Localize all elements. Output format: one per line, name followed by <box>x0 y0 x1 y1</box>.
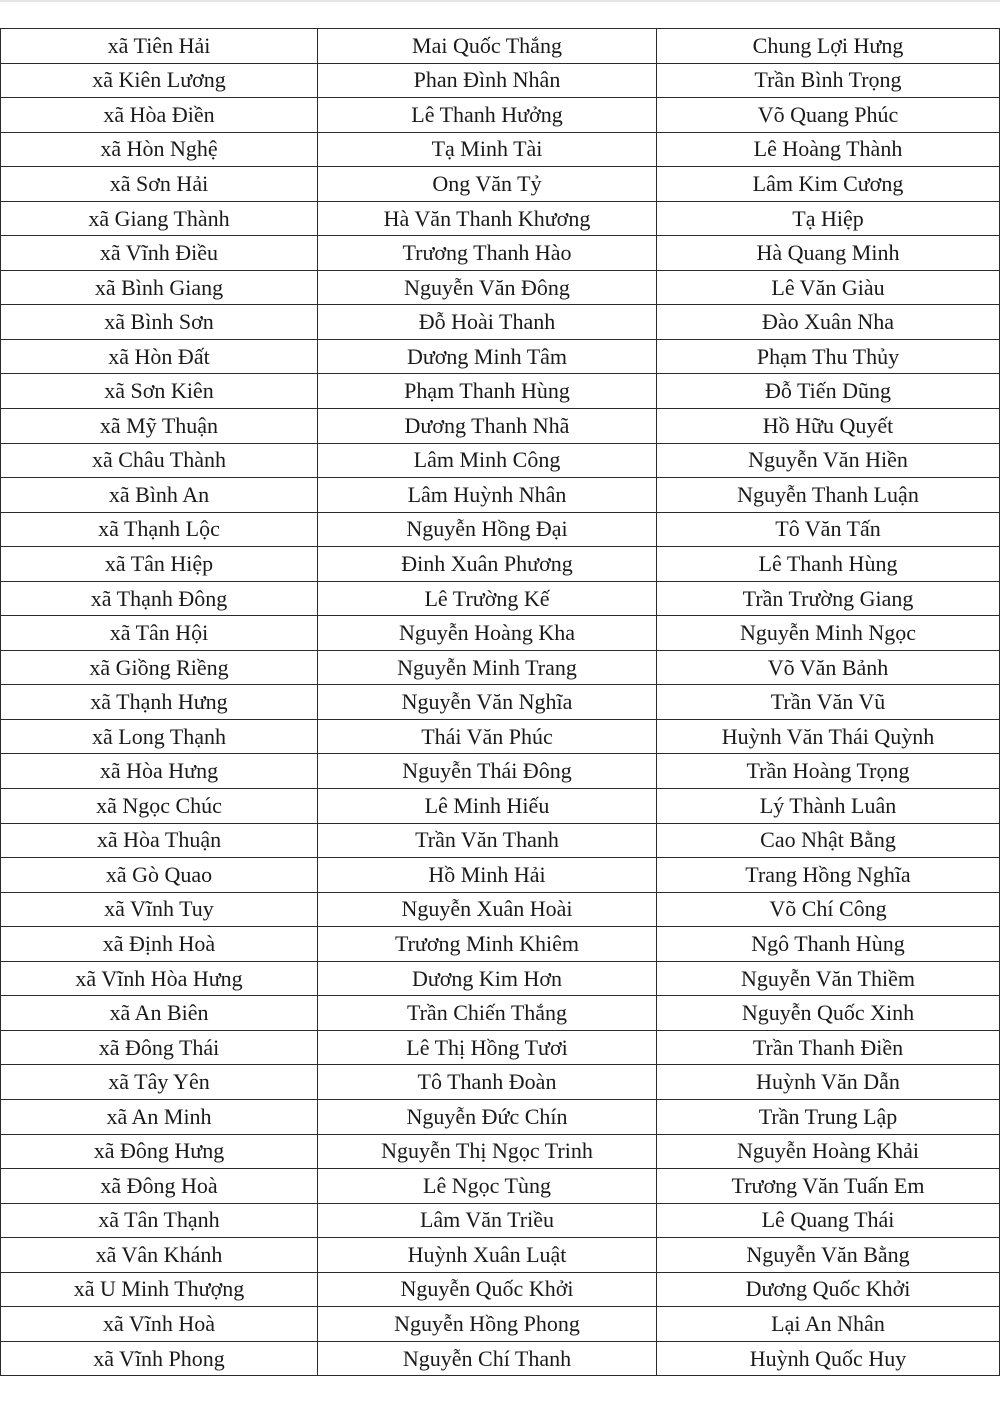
table-row <box>1 685 1000 720</box>
table-row <box>1 98 1000 133</box>
commune-name-cell: xã U Minh Thượng <box>1 1272 318 1307</box>
first-person-name-cell: Lê Minh Hiếu <box>318 789 657 824</box>
table-row <box>1 132 1000 167</box>
second-person-name-cell: Lê Quang Thái <box>657 1203 1000 1238</box>
first-person-name-cell: Lê Trường Kế <box>318 581 657 616</box>
commune-name-cell: xã Vân Khánh <box>1 1238 318 1273</box>
first-person-name-cell: Nguyễn Thái Đông <box>318 754 657 789</box>
second-person-name-cell: Huỳnh Văn Thái Quỳnh <box>657 719 1000 754</box>
second-person-name-cell: Trần Trung Lập <box>657 1099 1000 1134</box>
second-person-name-cell: Lại An Nhân <box>657 1307 1000 1342</box>
first-person-name-cell: Lâm Minh Công <box>318 443 657 478</box>
table-row <box>1 961 1000 996</box>
second-person-name-cell: Huỳnh Quốc Huy <box>657 1341 1000 1376</box>
commune-name-cell: xã Vĩnh Hoà <box>1 1307 318 1342</box>
commune-personnel-table <box>0 28 1000 1376</box>
commune-name-cell: xã An Minh <box>1 1099 318 1134</box>
table-row <box>1 409 1000 444</box>
commune-name-cell: xã Tiên Hải <box>1 29 318 64</box>
table-row <box>1 1203 1000 1238</box>
second-person-name-cell: Trần Trường Giang <box>657 581 1000 616</box>
second-person-name-cell: Trương Văn Tuấn Em <box>657 1169 1000 1204</box>
first-person-name-cell: Lê Thị Hồng Tươi <box>318 1030 657 1065</box>
first-person-name-cell: Nguyễn Hồng Đại <box>318 512 657 547</box>
first-person-name-cell: Hồ Minh Hải <box>318 858 657 893</box>
second-person-name-cell: Tạ Hiệp <box>657 201 1000 236</box>
commune-name-cell: xã Đông Hoà <box>1 1169 318 1204</box>
table-row <box>1 270 1000 305</box>
first-person-name-cell: Phạm Thanh Hùng <box>318 374 657 409</box>
first-person-name-cell: Tô Thanh Đoàn <box>318 1065 657 1100</box>
commune-name-cell: xã Tân Hiệp <box>1 547 318 582</box>
commune-name-cell: xã Hòn Đất <box>1 339 318 374</box>
table-row <box>1 374 1000 409</box>
commune-name-cell: xã Sơn Hải <box>1 167 318 202</box>
table-row <box>1 996 1000 1031</box>
first-person-name-cell: Lâm Huỳnh Nhân <box>318 478 657 513</box>
table-row <box>1 892 1000 927</box>
table-row <box>1 1099 1000 1134</box>
first-person-name-cell: Lê Ngọc Tùng <box>318 1169 657 1204</box>
commune-name-cell: xã Tây Yên <box>1 1065 318 1100</box>
second-person-name-cell: Ngô Thanh Hùng <box>657 927 1000 962</box>
table-row <box>1 789 1000 824</box>
first-person-name-cell: Thái Văn Phúc <box>318 719 657 754</box>
second-person-name-cell: Hà Quang Minh <box>657 236 1000 271</box>
second-person-name-cell: Lê Văn Giàu <box>657 270 1000 305</box>
table-row <box>1 305 1000 340</box>
commune-name-cell: xã Vĩnh Hòa Hưng <box>1 961 318 996</box>
table-row <box>1 236 1000 271</box>
first-person-name-cell: Trương Thanh Hào <box>318 236 657 271</box>
second-person-name-cell: Võ Quang Phúc <box>657 98 1000 133</box>
second-person-name-cell: Cao Nhật Bằng <box>657 823 1000 858</box>
commune-name-cell: xã Bình Sơn <box>1 305 318 340</box>
first-person-name-cell: Đinh Xuân Phương <box>318 547 657 582</box>
table-row <box>1 443 1000 478</box>
table-row <box>1 1169 1000 1204</box>
commune-name-cell: xã Long Thạnh <box>1 719 318 754</box>
table-body <box>1 29 1000 1376</box>
commune-name-cell: xã Kiên Lương <box>1 63 318 98</box>
table-row <box>1 547 1000 582</box>
second-person-name-cell: Lê Thanh Hùng <box>657 547 1000 582</box>
commune-name-cell: xã Tân Hội <box>1 616 318 651</box>
first-person-name-cell: Dương Kim Hơn <box>318 961 657 996</box>
first-person-name-cell: Nguyễn Thị Ngọc Trinh <box>318 1134 657 1169</box>
table-row <box>1 1341 1000 1376</box>
commune-name-cell: xã Thạnh Đông <box>1 581 318 616</box>
commune-name-cell: xã Tân Thạnh <box>1 1203 318 1238</box>
commune-name-cell: xã Đông Hưng <box>1 1134 318 1169</box>
commune-name-cell: xã Ngọc Chúc <box>1 789 318 824</box>
second-person-name-cell: Nguyễn Văn Hiền <box>657 443 1000 478</box>
second-person-name-cell: Trần Hoàng Trọng <box>657 754 1000 789</box>
second-person-name-cell: Đào Xuân Nha <box>657 305 1000 340</box>
table-row <box>1 1134 1000 1169</box>
table-row <box>1 339 1000 374</box>
first-person-name-cell: Tạ Minh Tài <box>318 132 657 167</box>
commune-name-cell: xã Vĩnh Phong <box>1 1341 318 1376</box>
second-person-name-cell: Nguyễn Văn Bằng <box>657 1238 1000 1273</box>
second-person-name-cell: Nguyễn Minh Ngọc <box>657 616 1000 651</box>
first-person-name-cell: Nguyễn Minh Trang <box>318 650 657 685</box>
commune-name-cell: xã Giang Thành <box>1 201 318 236</box>
table-row <box>1 1238 1000 1273</box>
commune-name-cell: xã Châu Thành <box>1 443 318 478</box>
second-person-name-cell: Lâm Kim Cương <box>657 167 1000 202</box>
commune-name-cell: xã Đông Thái <box>1 1030 318 1065</box>
second-person-name-cell: Trần Thanh Điền <box>657 1030 1000 1065</box>
first-person-name-cell: Ong Văn Tỷ <box>318 167 657 202</box>
table-row <box>1 616 1000 651</box>
commune-name-cell: xã Vĩnh Tuy <box>1 892 318 927</box>
table-row <box>1 927 1000 962</box>
commune-name-cell: xã Hòa Hưng <box>1 754 318 789</box>
second-person-name-cell: Dương Quốc Khởi <box>657 1272 1000 1307</box>
table-row <box>1 719 1000 754</box>
second-person-name-cell: Hồ Hữu Quyết <box>657 409 1000 444</box>
commune-name-cell: xã Bình Giang <box>1 270 318 305</box>
commune-name-cell: xã Định Hoà <box>1 927 318 962</box>
table-row <box>1 1065 1000 1100</box>
first-person-name-cell: Nguyễn Văn Nghĩa <box>318 685 657 720</box>
table-row <box>1 650 1000 685</box>
first-person-name-cell: Nguyễn Hoàng Kha <box>318 616 657 651</box>
commune-name-cell: xã Giồng Riềng <box>1 650 318 685</box>
second-person-name-cell: Nguyễn Thanh Luận <box>657 478 1000 513</box>
first-person-name-cell: Hà Văn Thanh Khương <box>318 201 657 236</box>
second-person-name-cell: Nguyễn Hoàng Khải <box>657 1134 1000 1169</box>
second-person-name-cell: Trần Văn Vũ <box>657 685 1000 720</box>
commune-name-cell: xã Mỹ Thuận <box>1 409 318 444</box>
commune-name-cell: xã Thạnh Lộc <box>1 512 318 547</box>
commune-name-cell: xã Bình An <box>1 478 318 513</box>
first-person-name-cell: Nguyễn Xuân Hoài <box>318 892 657 927</box>
first-person-name-cell: Nguyễn Văn Đông <box>318 270 657 305</box>
first-person-name-cell: Trương Minh Khiêm <box>318 927 657 962</box>
second-person-name-cell: Trần Bình Trọng <box>657 63 1000 98</box>
commune-name-cell: xã Hòn Nghệ <box>1 132 318 167</box>
second-person-name-cell: Huỳnh Văn Dẫn <box>657 1065 1000 1100</box>
commune-name-cell: xã Hòa Thuận <box>1 823 318 858</box>
second-person-name-cell: Trang Hồng Nghĩa <box>657 858 1000 893</box>
commune-name-cell: xã Thạnh Hưng <box>1 685 318 720</box>
commune-name-cell: xã Hòa Điền <box>1 98 318 133</box>
table-row <box>1 581 1000 616</box>
first-person-name-cell: Nguyễn Chí Thanh <box>318 1341 657 1376</box>
table-row <box>1 1030 1000 1065</box>
table-row <box>1 63 1000 98</box>
first-person-name-cell: Nguyễn Đức Chín <box>318 1099 657 1134</box>
commune-name-cell: xã Sơn Kiên <box>1 374 318 409</box>
first-person-name-cell: Dương Minh Tâm <box>318 339 657 374</box>
first-person-name-cell: Phan Đình Nhân <box>318 63 657 98</box>
first-person-name-cell: Đỗ Hoài Thanh <box>318 305 657 340</box>
table-row <box>1 478 1000 513</box>
second-person-name-cell: Nguyễn Văn Thiềm <box>657 961 1000 996</box>
second-person-name-cell: Lý Thành Luân <box>657 789 1000 824</box>
second-person-name-cell: Phạm Thu Thủy <box>657 339 1000 374</box>
table-row <box>1 858 1000 893</box>
second-person-name-cell: Võ Văn Bảnh <box>657 650 1000 685</box>
second-person-name-cell: Đỗ Tiến Dũng <box>657 374 1000 409</box>
table-row <box>1 754 1000 789</box>
commune-name-cell: xã Gò Quao <box>1 858 318 893</box>
first-person-name-cell: Lê Thanh Hưởng <box>318 98 657 133</box>
table-row <box>1 201 1000 236</box>
second-person-name-cell: Lê Hoàng Thành <box>657 132 1000 167</box>
first-person-name-cell: Nguyễn Quốc Khởi <box>318 1272 657 1307</box>
page-top-edge <box>0 0 1000 2</box>
second-person-name-cell: Võ Chí Công <box>657 892 1000 927</box>
first-person-name-cell: Nguyễn Hồng Phong <box>318 1307 657 1342</box>
second-person-name-cell: Nguyễn Quốc Xinh <box>657 996 1000 1031</box>
commune-name-cell: xã Vĩnh Điều <box>1 236 318 271</box>
table-row <box>1 29 1000 64</box>
table-row <box>1 1272 1000 1307</box>
first-person-name-cell: Dương Thanh Nhã <box>318 409 657 444</box>
table-row <box>1 823 1000 858</box>
first-person-name-cell: Lâm Văn Triều <box>318 1203 657 1238</box>
table-row <box>1 1307 1000 1342</box>
first-person-name-cell: Mai Quốc Thắng <box>318 29 657 64</box>
first-person-name-cell: Trần Chiến Thắng <box>318 996 657 1031</box>
table-row <box>1 167 1000 202</box>
commune-name-cell: xã An Biên <box>1 996 318 1031</box>
first-person-name-cell: Huỳnh Xuân Luật <box>318 1238 657 1273</box>
first-person-name-cell: Trần Văn Thanh <box>318 823 657 858</box>
table-row <box>1 512 1000 547</box>
second-person-name-cell: Chung Lợi Hưng <box>657 29 1000 64</box>
second-person-name-cell: Tô Văn Tấn <box>657 512 1000 547</box>
